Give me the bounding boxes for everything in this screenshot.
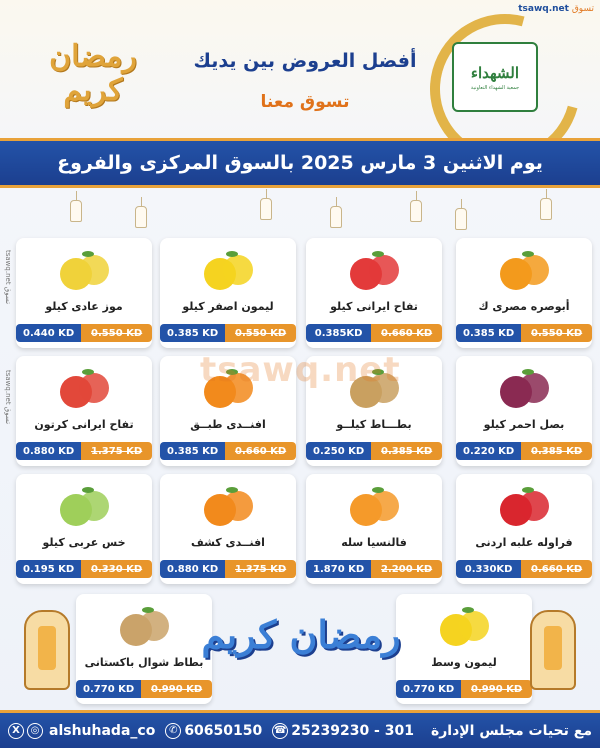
management-greeting: مع تحيات مجلس الإدارة — [430, 722, 592, 739]
product-card — [306, 238, 442, 348]
new-price: 0.770 KD — [76, 680, 141, 698]
product-name: افنــدى كشف — [191, 536, 265, 549]
price-row — [16, 560, 152, 578]
price-row — [396, 680, 532, 698]
strawberry-icon — [494, 478, 554, 534]
whatsapp-number: 60650150 — [184, 722, 263, 739]
coop-logo — [452, 42, 538, 112]
product-name: موز عادى كيلو — [45, 300, 123, 313]
old-price: 0.660 KD — [371, 324, 442, 342]
old-price: 0.330 KD — [81, 560, 152, 578]
ramadan-kareem-title: رمضان كريم — [49, 39, 137, 108]
phone-contact[interactable] — [272, 723, 414, 739]
price-row — [306, 560, 442, 578]
red-apple-icon — [344, 242, 404, 298]
lemon-icon — [434, 598, 494, 654]
product-name: أبوصره مصرى ك — [478, 300, 570, 313]
product-name: تفاح ايرانى كرتون — [34, 418, 134, 431]
whatsapp-contact[interactable] — [165, 723, 262, 739]
potato-sack-icon — [114, 598, 174, 654]
old-price: 0.385 KD — [371, 442, 442, 460]
product-name: فالنسيا سله — [341, 536, 407, 549]
old-price: 2.200 KD — [371, 560, 442, 578]
product-card — [160, 474, 296, 584]
old-price: 0.990 KD — [141, 680, 212, 698]
new-price: 0.330KD — [456, 560, 521, 578]
phone-icon: ☎ — [272, 723, 288, 739]
side-watermark: tsawq.net تسوق — [4, 250, 12, 305]
product-name: تفاح ايرانى كيلو — [330, 300, 418, 313]
new-price: 0.385KD — [306, 324, 371, 342]
price-row — [456, 442, 592, 460]
product-card — [396, 594, 532, 704]
product-name: ليمون اصفر كيلو — [182, 300, 274, 313]
product-name: فراوله علبه اردنى — [475, 536, 573, 549]
lanterns-decoration — [0, 192, 600, 232]
product-name: بصل احمر كيلو — [483, 418, 565, 431]
lantern-icon — [410, 200, 422, 222]
lemon-icon — [198, 242, 258, 298]
new-price: 0.250 KD — [306, 442, 371, 460]
old-price: 0.550 KD — [521, 324, 592, 342]
price-row — [306, 442, 442, 460]
lantern-icon — [260, 198, 272, 220]
social-links — [8, 723, 155, 739]
old-price: 0.550 KD — [81, 324, 152, 342]
old-price: 0.385 KD — [521, 442, 592, 460]
apple-box-icon — [54, 360, 114, 416]
instagram-icon[interactable]: ◎ — [27, 723, 43, 739]
site-watermark: tsawq.net — [200, 350, 401, 390]
old-price: 0.550 KD — [225, 324, 296, 342]
new-price: 0.385 KD — [456, 324, 521, 342]
orange-crate-icon — [344, 478, 404, 534]
product-card — [456, 238, 592, 348]
red-onion-icon — [494, 360, 554, 416]
product-card — [16, 238, 152, 348]
product-name: افنــدى طبــق — [190, 418, 266, 431]
lettuce-icon — [54, 478, 114, 534]
phone-number: 25239230 - 301 — [291, 722, 414, 739]
price-row — [16, 442, 152, 460]
lantern-icon — [330, 206, 342, 228]
new-price: 0.385 KD — [160, 324, 225, 342]
old-price: 0.660 KD — [225, 442, 296, 460]
mandarin-icon — [198, 478, 258, 534]
product-card — [16, 356, 152, 466]
price-row — [160, 560, 296, 578]
lantern-icon — [24, 610, 70, 690]
new-price: 1.870 KD — [306, 560, 371, 578]
oranges-icon — [494, 242, 554, 298]
ramadan-kareem-calligraphy: رمضان كريم — [201, 612, 401, 657]
top-watermark-text: tsawq.net — [518, 4, 569, 14]
product-card — [160, 238, 296, 348]
new-price: 0.770 KD — [396, 680, 461, 698]
old-price: 1.375 KD — [81, 442, 152, 460]
price-row — [76, 680, 212, 698]
product-card — [306, 474, 442, 584]
new-price: 0.385 KD — [160, 442, 225, 460]
old-price: 1.375 KD — [225, 560, 296, 578]
headline-shop-with-us: تسوق معنا — [260, 92, 350, 112]
product-card — [456, 356, 592, 466]
new-price: 0.880 KD — [160, 560, 225, 578]
product-name: بطـــاط كيلــو — [336, 418, 412, 431]
whatsapp-icon: ✆ — [165, 723, 181, 739]
side-watermark: tsawq.net تسوق — [4, 370, 12, 425]
footer-bar — [0, 710, 600, 748]
new-price: 0.880 KD — [16, 442, 81, 460]
banana-icon — [54, 242, 114, 298]
date-banner: يوم الاثنين 3 مارس 2025 بالسوق المركزى والفروع — [0, 138, 600, 188]
old-price: 0.990 KD — [461, 680, 532, 698]
price-row — [16, 324, 152, 342]
price-row — [160, 324, 296, 342]
social-handle[interactable]: alshuhada_co — [49, 722, 156, 739]
top-watermark: تسوق tsawq.net — [518, 4, 594, 14]
lantern-icon — [455, 208, 467, 230]
lantern-icon — [540, 198, 552, 220]
lantern-icon — [70, 200, 82, 222]
product-card — [16, 474, 152, 584]
product-name: بطاط شوال باكستانى — [84, 656, 204, 669]
logo-name: الشهداء — [470, 63, 520, 82]
lantern-icon — [135, 206, 147, 228]
new-price: 0.195 KD — [16, 560, 81, 578]
new-price: 0.440 KD — [16, 324, 81, 342]
headline-best-offers: أفضل العروض بين يديك — [193, 50, 417, 72]
price-row — [160, 442, 296, 460]
price-row — [306, 324, 442, 342]
product-card — [456, 474, 592, 584]
product-name: خس عربى كيلو — [42, 536, 126, 549]
lantern-icon — [530, 610, 576, 690]
product-card — [76, 594, 212, 704]
new-price: 0.220 KD — [456, 442, 521, 460]
product-name: ليمون وسط — [431, 656, 497, 669]
old-price: 0.660 KD — [521, 560, 592, 578]
logo-subtitle: جمعية الشهداء التعاونية — [470, 84, 520, 91]
price-row — [456, 324, 592, 342]
price-row — [456, 560, 592, 578]
x-icon[interactable]: X — [8, 723, 24, 739]
